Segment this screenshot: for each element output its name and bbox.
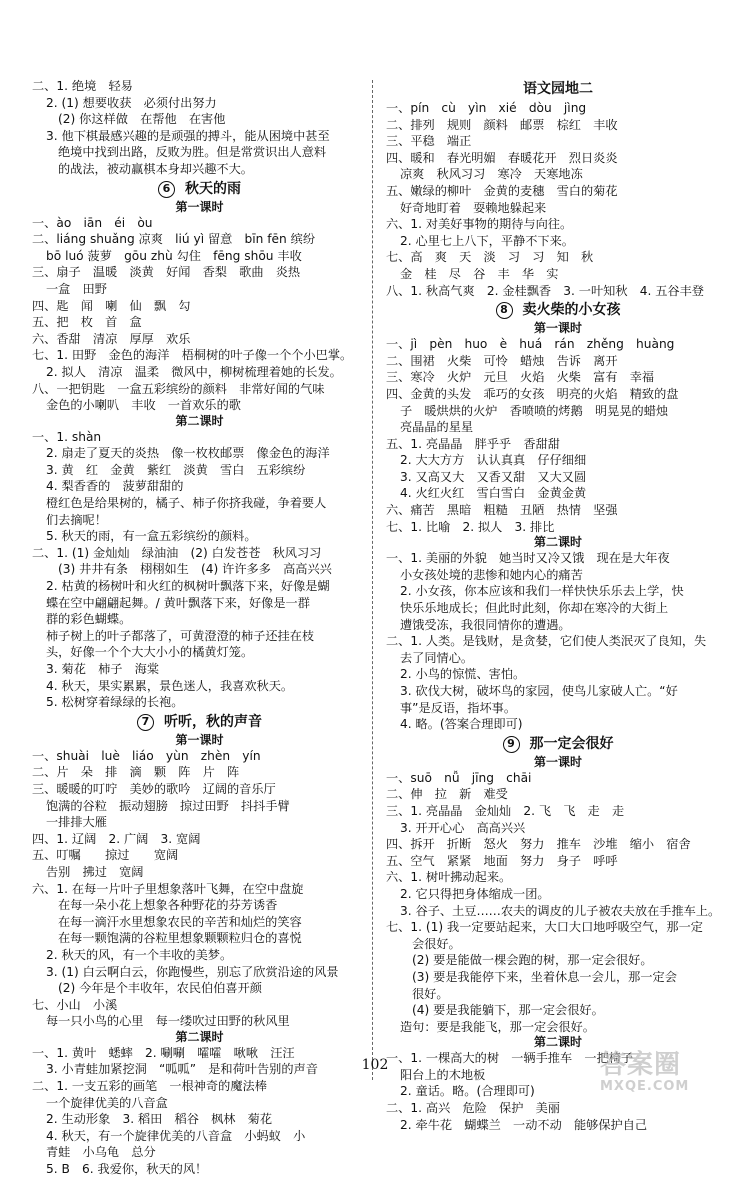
answer-line: 一、1. shàn [32, 429, 102, 444]
answer-line: 七、1. (1) 我一定要站起来，大口大口地呼吸空气，那一定 [386, 920, 703, 935]
answer-line: 五、叮嘱 掠过 宽阔 [32, 848, 179, 863]
lesson-heading [386, 79, 730, 99]
answer-line: 3. 他下棋最感兴趣的是顽强的搏斗，能从困境中甚至 [46, 128, 330, 143]
answer-line: 七、小山 小溪 [32, 997, 118, 1012]
answer-line: 五、空气 紧紧 地面 努力 身子 呼呼 [386, 853, 618, 868]
answer-line: 七、高 爽 天 淡 习 习 知 秋 [386, 250, 594, 265]
answer-line: 2. 牵牛花 蝴蝶兰 一动不动 能够保护自己 [400, 1117, 648, 1132]
answer-line: (3) 井井有条 栩栩如生 (4) 许许多多 高高兴兴 [58, 562, 332, 577]
answer-line: 四、拆开 折断 怒火 努力 推车 沙堆 缩小 宿舍 [386, 837, 691, 852]
answer-line: 很好。 [412, 986, 449, 1001]
answer-line: 5. B 6. 我爱你，秋天的风！ [46, 1162, 208, 1177]
answer-line: 3. 砍伐大树，破坏鸟的家园，使鸟儿家破人亡。“好 [400, 684, 678, 698]
answer-line: 三、1. 亮晶晶 金灿灿 2. 飞 飞 走 走 [386, 803, 625, 818]
answer-line: 2. 扇走了夏天的炎热 像一枚枚邮票 像金色的海洋 [46, 446, 330, 461]
answer-line: 2. 心里七上八下，平静不下来。 [400, 233, 574, 248]
answer-line: 一、ào iān éi òu [32, 215, 153, 230]
answer-line: 青蛙 小乌龟 总分 [46, 1145, 156, 1160]
answer-line: 饱满的谷粒 振动翅膀 掠过田野 抖抖手臂 [46, 798, 290, 813]
answer-line: 一个旋律优美的八音盒 [46, 1095, 168, 1110]
answer-line: 五、1. 亮晶晶 胖乎乎 香甜甜 [386, 436, 560, 451]
answer-line: 3. (1) 白云啊白云，你跑慢些，别忘了欣赏沿途的风景 [46, 964, 339, 979]
answer-line: (2) 要是能做一棵会跑的树，那一定会很好。 [412, 953, 653, 968]
answer-line: 2. 秋天的风，有一个丰收的美梦。 [46, 947, 233, 962]
answer-line: 一排排大雁 [46, 815, 107, 830]
page-number: 102 [361, 1057, 389, 1073]
answer-line: 七、1. 田野 金色的海洋 梧桐树的叶子像一个个小巴掌。 [32, 348, 353, 363]
lesson-heading [32, 712, 367, 732]
session-heading: 第二课时 [175, 413, 224, 428]
answer-line: 二、1. 绝境 轻易 [32, 79, 133, 93]
answer-line: 4. 火红火红 雪白雪白 金黄金黄 [400, 486, 587, 501]
session-heading: 第二课时 [533, 1035, 582, 1050]
right-answer-column [386, 78, 730, 1133]
session-heading: 第一课时 [533, 754, 582, 769]
answer-line: 2. 大大方方 认认真真 仔仔细细 [400, 453, 587, 468]
answer-line: 5. 秋天的雨，有一盒五彩缤纷的颜料。 [46, 529, 257, 544]
column-divider [372, 80, 373, 1080]
answer-line: 2. 童话。略。(合理即可) [400, 1084, 535, 1099]
answer-line: 4. 秋天，有一个旋律优美的八音盒 小蚂蚁 小 [46, 1128, 306, 1143]
answer-line: 一、jì pèn huo è huá rán zhěng huàng [386, 337, 675, 352]
session-heading: 第二课时 [175, 1029, 224, 1044]
answer-line: 一、1. 美丽的外貌 她当时又冷又饿 现在是大年夜 [386, 551, 670, 566]
session-heading: 第一课时 [533, 321, 582, 336]
answer-line: 2. 它只得把身体缩成一团。 [400, 886, 550, 901]
watermark-logo-text: 答案圈 [600, 1050, 682, 1080]
answer-line: 遭饿受冻，我很同情你的遭遇。 [400, 617, 571, 632]
answer-line: 七、1. 比喻 2. 拟人 3. 排比 [386, 519, 555, 534]
answer-line: 一、pín cù yìn xié dòu jìng [386, 101, 587, 115]
answer-line: 二、1. 一支五彩的画笔 一根神奇的魔法棒 [32, 1079, 267, 1094]
answer-line: 造句：要是我能飞，那一定会很好。 [400, 1019, 595, 1034]
answer-line: 二、围裙 火柴 可怜 蜡烛 告诉 离开 [386, 353, 618, 368]
answer-line: 三、平稳 端正 [386, 134, 472, 149]
answer-line: 六、香甜 清凉 厚厚 欢乐 [32, 331, 191, 346]
answer-line: 八、1. 秋高气爽 2. 金桂飘香 3. 一叶知秋 4. 五谷丰登 [386, 283, 704, 298]
lesson-title: 卖火柴的小女孩 [522, 302, 621, 319]
answer-line: 六、1. 树叶拂动起来。 [386, 870, 512, 885]
lesson-title: 听听，秋的声音 [164, 713, 262, 730]
session-heading: 第二课时 [533, 535, 582, 550]
answer-line: 的战法，被动赢棋本身却兴趣不大。 [58, 161, 253, 176]
answer-line: 2. 拟人 清凉 温柔 微风中，柳树梳理着她的长发。 [46, 364, 342, 379]
lesson-number-badge: 7 [137, 714, 154, 731]
answer-line: (2) 今年是个丰收年，农民伯伯喜开颜 [58, 981, 262, 996]
answer-line: 一、1. 一棵高大的树 一辆手推车 一把椅子 [386, 1051, 634, 1066]
answer-line: 们去摘呢！ [46, 512, 107, 527]
answer-line: 事”是反语，指坏事。 [400, 700, 517, 715]
answer-line: 二、1. (1) 金灿灿 绿油油 (2) 白发苍苍 秋风习习 [32, 545, 322, 560]
answer-line: 金 桂 尽 谷 丰 华 实 [400, 266, 559, 281]
watermark-url: MXQE.COM [600, 1079, 690, 1094]
answer-line: 八、一把钥匙 一盒五彩缤纷的颜料 非常好闻的气味 [32, 381, 325, 396]
watermark-logo [600, 1050, 740, 1100]
lesson-title: 语文园地二 [523, 81, 593, 97]
answer-line: 四、金黄的头发 乖巧的女孩 明亮的火焰 精致的盘 [386, 386, 679, 401]
lesson-heading [32, 179, 367, 199]
answer-line: 凉爽 秋风习习 寒冷 天寒地冻 [400, 167, 583, 182]
left-answer-column [32, 78, 367, 1178]
answer-line: 三、扇子 温暖 淡黄 好闻 香梨 歌曲 炎热 [32, 265, 301, 280]
lesson-number-badge: 6 [158, 181, 175, 198]
answer-line: 阳台上的木地板 [400, 1067, 486, 1082]
answer-line: 4. 略。(答案合理即可) [400, 717, 523, 732]
answer-line: 一盒 田野 [46, 281, 107, 296]
lesson-heading [386, 300, 730, 320]
answer-line: 2. 小鸟的惊慌、害怕。 [400, 667, 526, 682]
answer-line: 六、1. 在每一片叶子里想象落叶飞舞，在空中盘旋 [32, 881, 304, 896]
answer-line: 3. 谷子、土豆……农夫的调皮的儿子被农夫放在手推车上。 [400, 903, 721, 918]
answer-line: 小女孩处境的悲惨和她内心的痛苦 [400, 567, 583, 582]
answer-line: 头，好像一个个大大小小的橘黄灯笼。 [46, 645, 254, 660]
answer-line: 一、1. 黄叶 蟋蟀 2. 唰唰 嚯嚯 啾啾 汪汪 [32, 1045, 295, 1060]
answer-line: 3. 菊花 柿子 海棠 [46, 662, 160, 676]
answer-line: 五、把 枚 首 盒 [32, 315, 142, 330]
answer-line: 子 暖烘烘的火炉 香喷喷的烤鹅 明晃晃的蜡烛 [400, 403, 669, 418]
answer-line: 二、排列 规则 颜料 邮票 棕红 丰收 [386, 117, 618, 132]
answer-line: 4. 梨香香的 菠萝甜甜的 [46, 479, 184, 494]
lesson-heading [386, 734, 730, 754]
lesson-title: 那一定会很好 [529, 735, 614, 752]
answer-line: 二、liáng shuǎng 凉爽 liú yì 留意 bīn fēn 缤纷 [32, 232, 316, 247]
answer-line: 会很好。 [412, 936, 461, 951]
answer-line: 二、片 朵 排 滴 颗 阵 片 阵 [32, 765, 240, 780]
answer-line: 金色的小喇叭 丰收 一首欢乐的歌 [46, 398, 241, 413]
answer-line: 在每一滴汗水里想象农民的辛苦和灿烂的笑容 [58, 914, 302, 929]
answer-line: 2. (1) 想要收获 必须付出努力 [46, 95, 217, 110]
answer-line: 3. 开开心心 高高兴兴 [400, 820, 526, 835]
answer-line: 快乐乐地成长；但此时此刻，你却在寒冷的大街上 [400, 601, 669, 616]
lesson-title: 秋天的雨 [185, 180, 241, 197]
session-heading: 第一课时 [175, 732, 224, 747]
answer-line: 橙红色是给果树的，橘子、柿子你挤我碰，争着要人 [46, 496, 327, 511]
answer-line: 告别 拂过 宽阔 [46, 864, 144, 879]
answer-line: 2. 枯黄的杨树叶和火红的枫树叶飘落下来，好像是蝴 [46, 579, 330, 594]
answer-line: 绝境中找到出路，反败为胜。但是常赏识出人意料 [58, 145, 327, 160]
answer-line: 2. 生动形象 3. 稻田 稻谷 枫林 菊花 [46, 1112, 273, 1127]
lesson-number-badge: 8 [496, 302, 513, 319]
answer-line: 3. 又高又大 又香又甜 又大又圆 [400, 469, 587, 484]
answer-line: 在每一朵小花上想象各种野花的芬芳诱香 [58, 898, 278, 913]
answer-line: 一、shuài luè liáo yùn zhèn yín [32, 748, 261, 763]
answer-line: 三、寒冷 火炉 元旦 火焰 火柴 富有 幸福 [386, 370, 655, 385]
answer-line: 五、嫩绿的柳叶 金黄的麦穗 雪白的菊花 [386, 183, 618, 198]
answer-line: 二、伸 拉 新 难受 [386, 787, 508, 802]
answer-line: 四、1. 辽阔 2. 广阔 3. 宽阔 [32, 831, 201, 846]
answer-line: 4. 秋天，果实累累，景色迷人，我喜欢秋天。 [46, 678, 294, 693]
answer-line: 3. 小青蛙加紧挖洞 “呱呱” 是和荷叶告别的声音 [46, 1062, 318, 1077]
answer-line: 二、1. 高兴 危险 保护 美丽 [386, 1101, 560, 1116]
answer-line: 好奇地盯着 耍赖地躲起来 [400, 200, 547, 215]
answer-line: 四、暖和 春光明媚 春暖花开 烈日炎炎 [386, 150, 618, 165]
answer-line: (3) 要是我能停下来，坐着休息一会儿，那一定会 [412, 969, 677, 984]
answer-line: 六、1. 对美好事物的期待与向往。 [386, 217, 573, 232]
answer-line: 3. 黄 红 金黄 紫红 淡黄 雪白 五彩缤纷 [46, 462, 306, 477]
answer-line: 三、暖暖的叮咛 美妙的歌吟 辽阔的音乐厅 [32, 781, 276, 796]
answer-line: 2. 小女孩，你本应该和我们一样快快乐乐去上学，快 [400, 584, 684, 599]
answer-line: 5. 松树穿着绿绿的长袍。 [46, 695, 184, 710]
answer-line: 二、1. 人类。是钱财，是贪婪，它们使人类泯灭了良知，失 [386, 634, 707, 649]
answer-line: 去了同情心。 [400, 650, 474, 665]
answer-line: bō luó 菠萝 gōu zhù 勾住 fēng shōu 丰收 [46, 248, 302, 263]
answer-line: (4) 要是我能躺下，那一定会很好。 [412, 1003, 604, 1018]
answer-line: 在每一颗饱满的谷粒里想象颗颗粒归仓的喜悦 [58, 931, 302, 946]
answer-line: 每一只小鸟的心里 每一缕吹过田野的秋风里 [46, 1014, 290, 1029]
answer-line: 柿子树上的叶子都落了，可黄澄澄的柿子还挂在枝 [46, 628, 315, 643]
answer-line: 亮晶晶的星星 [400, 420, 474, 435]
answer-line: (2) 你这样做 在帮他 在害他 [58, 112, 226, 127]
answer-line: 六、痛苦 黑暗 粗糙 丑陋 热情 坚强 [386, 503, 618, 518]
answer-line: 一、suō nǚ jīng chāi [386, 770, 532, 785]
answer-line: 蝶在空中翩翩起舞。/ 黄叶飘落下来，好像是一群 [46, 595, 310, 610]
lesson-number-badge: 9 [503, 736, 520, 753]
answer-line: 群的彩色蝴蝶。 [46, 612, 132, 627]
session-heading: 第一课时 [175, 199, 224, 214]
answer-line: 四、匙 闻 喇 仙 飘 勾 [32, 298, 191, 313]
